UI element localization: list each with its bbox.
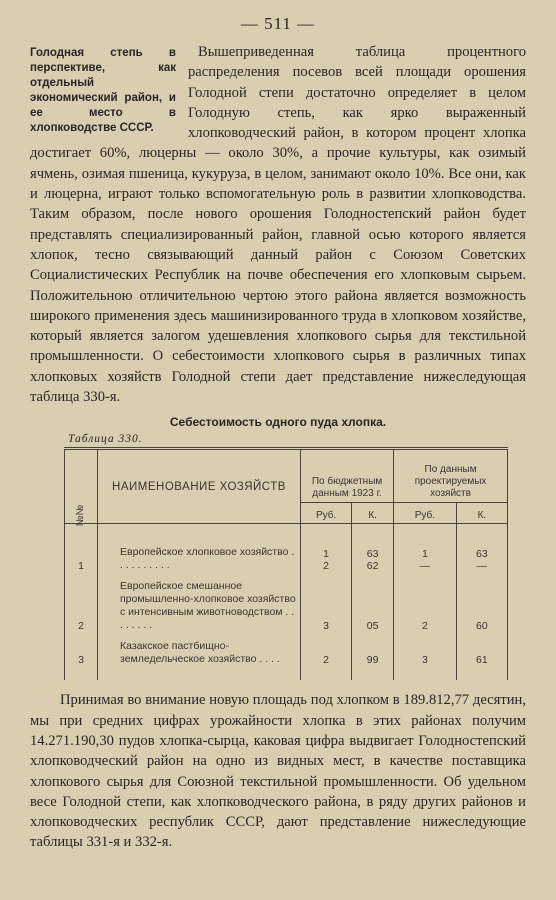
header-number: №№ xyxy=(65,449,98,524)
row-number: 3 xyxy=(65,636,98,680)
header-kop: К. xyxy=(456,503,507,524)
cell-projected-kop: 60 xyxy=(456,576,507,636)
table-row xyxy=(65,542,508,576)
cell-projected-rub: 2 xyxy=(394,576,457,636)
header-name: НАИМЕНОВАНИЕ ХОЗЯЙСТВ xyxy=(98,449,301,524)
row-number: 1 xyxy=(65,542,98,576)
header-rub: Руб. xyxy=(394,503,457,524)
margin-heading: Голодная степь в перспективе, как отдельный экономический район, и ее место в хлопководстве СССР. xyxy=(30,47,176,134)
cell-budget-kop: 99 xyxy=(352,636,394,680)
row-name: Европейское хлопковое хозяйство . . . . . . . . . . xyxy=(98,542,301,576)
cell-budget-rub: 3 xyxy=(301,576,352,636)
cell-budget-rub: 1 2 xyxy=(301,542,352,576)
table-title: Себестоимость одного пуда хлопка. xyxy=(169,415,387,430)
header-budget-1923: По бюджетным данным 1923 г. xyxy=(301,449,394,503)
body-paragraph-1: Вышеприведенная таблица процентного распределения посевов всей площади орошения Голодной степи достаточно определяет в целом Голодную степь, как ярко выраженный хлопководческий район, в котором процент хлопка достигает 60%, люцерны — около 30%, а прочие культуры, как озимый ячмень, озимая пшеница, кукуруза, в целом, занимают около 10%. Все они, как и люцерна, играют только вспомогательную роль в развитии хлопководства. Таким образом, после нового орошения Голодностепский район будет представлять специализированный район, главной осью которого является хлопок, тесно связывающий данный район с Союзом Советских Социалистических Республик на почве обеспечения его хлопковым сырьем. Положительною отличительною чертою этого района является возможность широкого применения здесь машинизированного труда в хлопковом хозяйстве, который является залогом удешевления хлопкового сырья для текстильной промышленности. О себестоимости хлопкового сырья в различных типах хлопковых хозяйств Голодной степи дает представление нижеследующая таблица 330-я. xyxy=(30,44,526,406)
cell-projected-rub: 1 — xyxy=(394,542,457,576)
cell-projected-kop: 63 — xyxy=(456,542,507,576)
cell-projected-rub: 3 xyxy=(394,636,457,680)
header-kop: К. xyxy=(352,503,394,524)
header-rub: Руб. xyxy=(301,503,352,524)
table-label: Таблица 330. xyxy=(68,433,143,446)
header-projected: По данным проектируемых хозяйств xyxy=(394,449,508,503)
table-row xyxy=(65,636,508,680)
page-number: — 511 — xyxy=(240,14,316,33)
cell-budget-rub: 2 xyxy=(301,636,352,680)
table-row xyxy=(65,576,508,636)
row-number: 2 xyxy=(65,576,98,636)
cell-budget-kop: 63 62 xyxy=(352,542,394,576)
cell-projected-kop: 61 xyxy=(456,636,507,680)
cost-table xyxy=(64,447,508,680)
row-name: Европейское смешанное промышленно-хлопковое хозяйство с интенсивным животноводством . . . . . . . . xyxy=(98,576,301,636)
row-name: Казакское пастбищно-земледельческое хозяйство . . . . xyxy=(98,636,301,680)
cell-budget-kop: 05 xyxy=(352,576,394,636)
body-paragraph-2: Принимая во внимание новую площадь под хлопком в 189.812,77 десятин, мы при средних цифрах урожайности хлопка в этих районах получим 14.271.190,30 пудов хлопка-сырца, каковая цифра выдвигает Голодностепский хлопководческий район на одно из видных мест, в качестве поставщика хлопкового сырья для Союзной текстильной промышленности. Об удельном весе Голодной степи, как хлопководческого района, в ряду других районов и хлопководческих республик СССР, дают представление нижеследующие таблицы 331-я и 332-я. xyxy=(30,692,526,851)
